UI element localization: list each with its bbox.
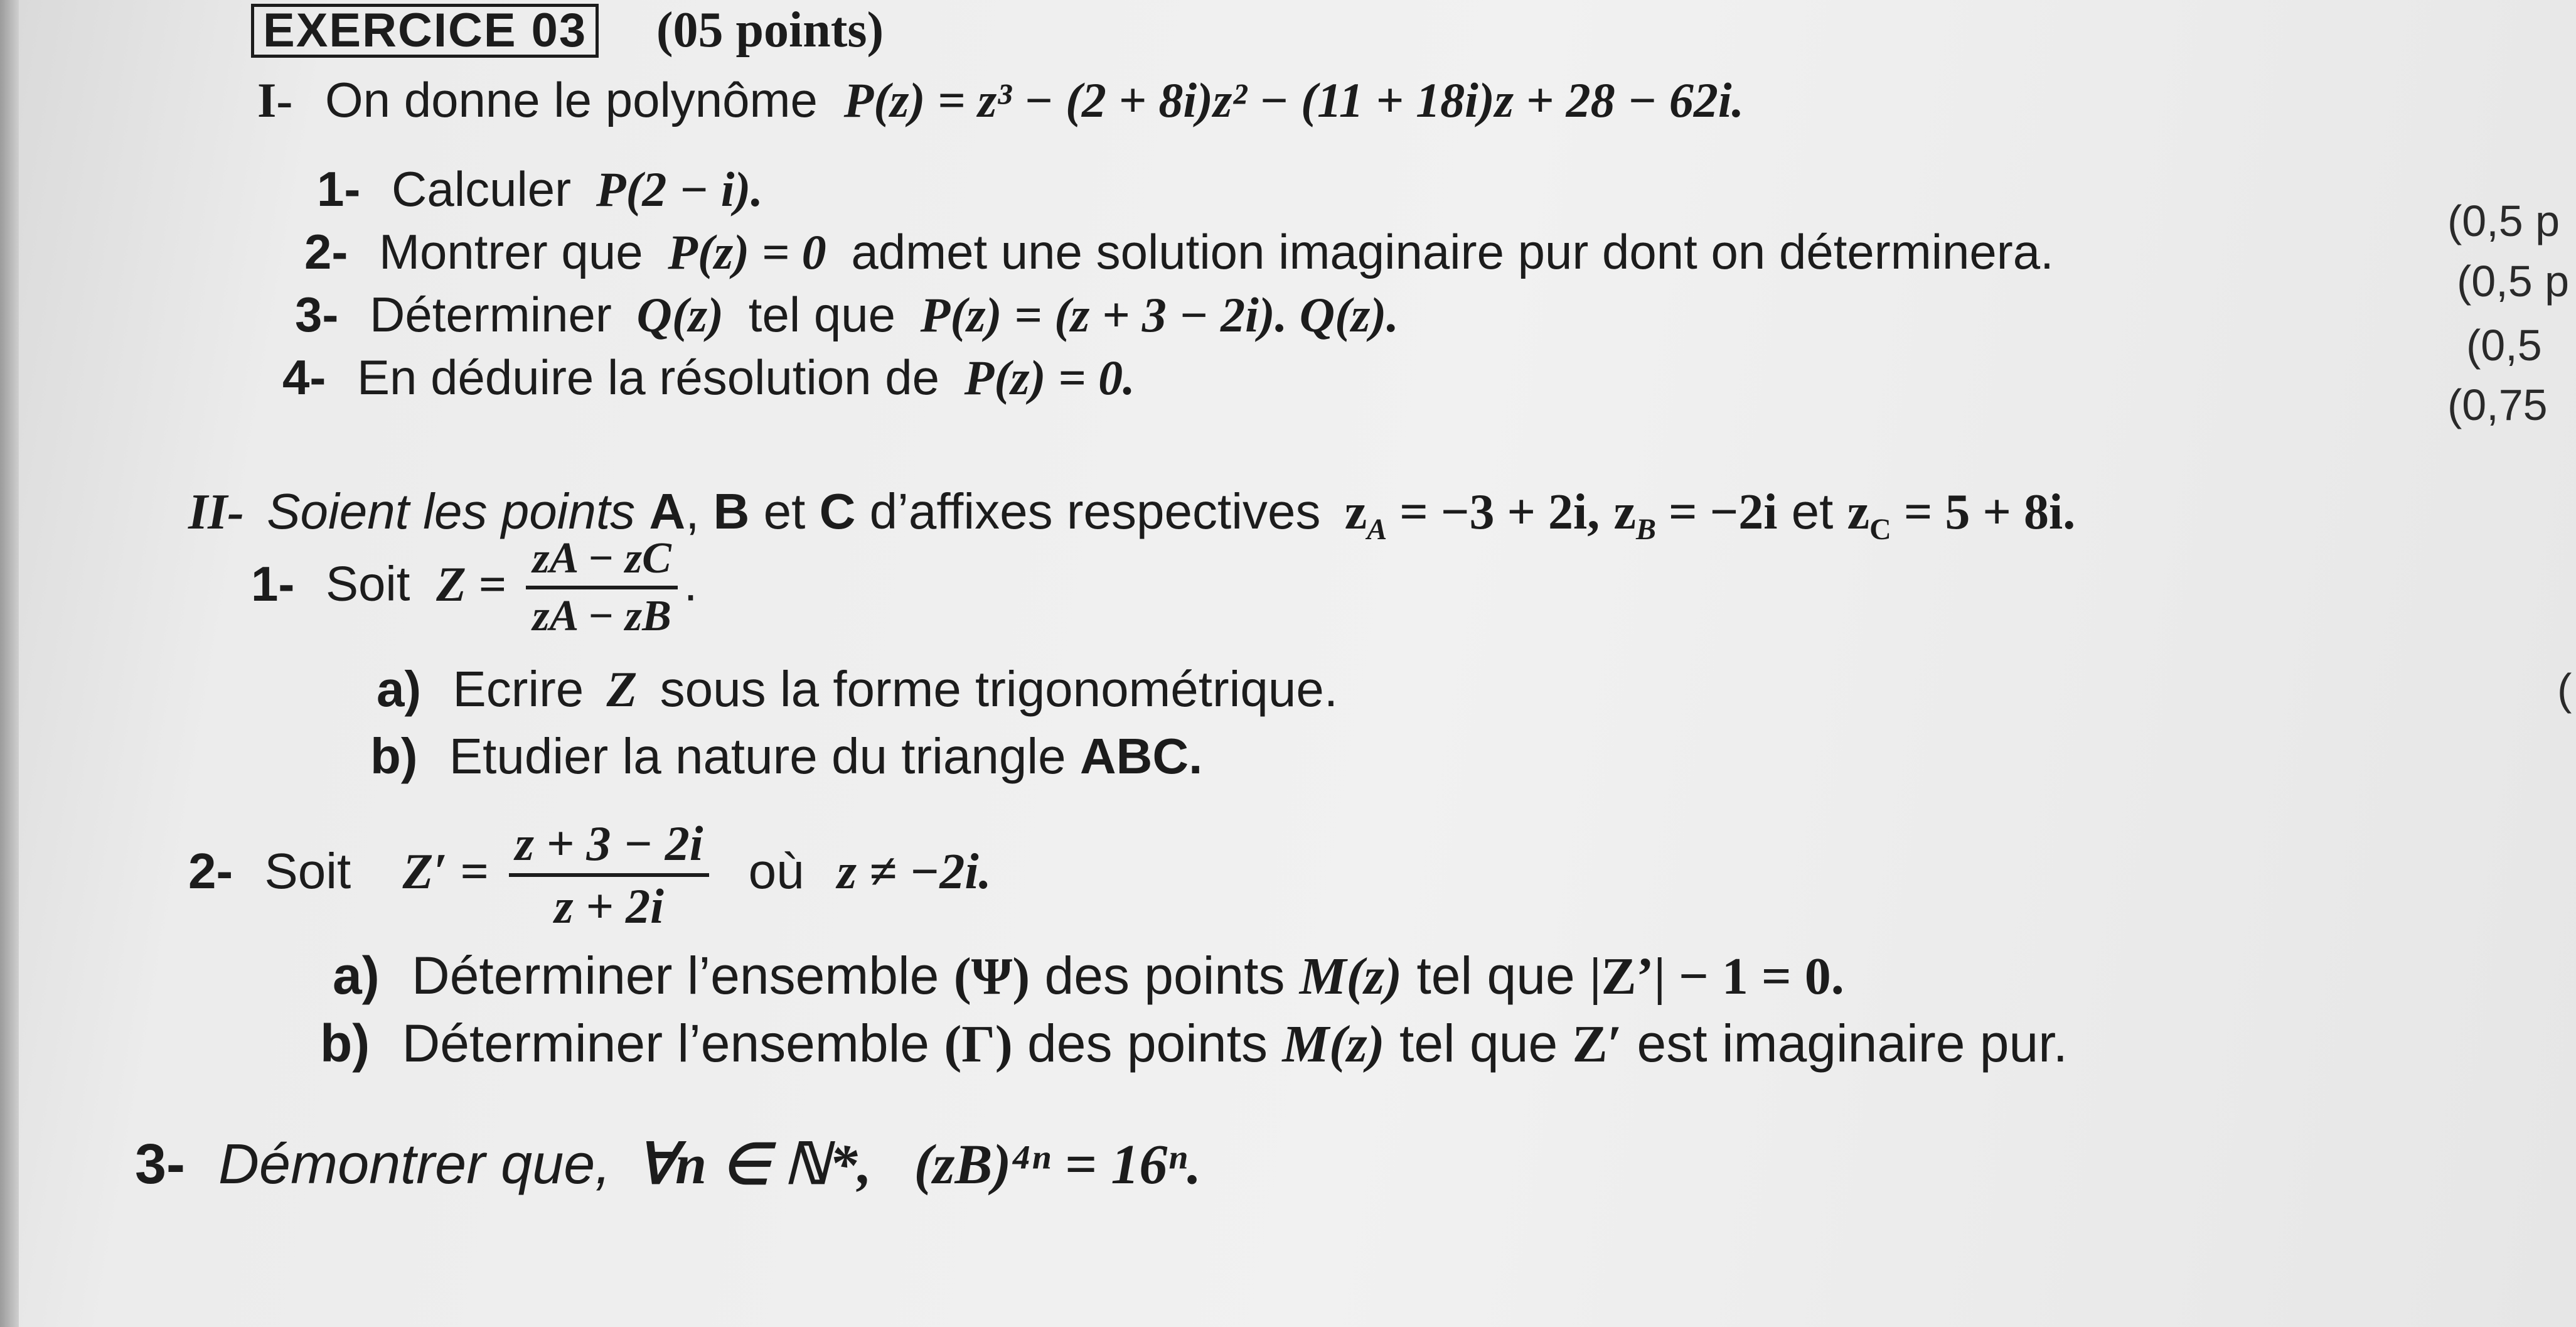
- q3-math-a: Q(z): [636, 287, 724, 342]
- part2-q1b: [370, 728, 1203, 784]
- fraction-zprime: [509, 816, 710, 933]
- q2b-text-d: est imaginaire pur.: [1637, 1014, 2068, 1073]
- point-c: C: [819, 483, 856, 539]
- q3-text-b: tel que: [748, 287, 895, 342]
- q1-math: P(2 − i).: [596, 162, 763, 217]
- points-q3: (0,5: [2466, 321, 2542, 370]
- points-q1: (0,5 p: [2447, 196, 2560, 245]
- q2b-text-b: des points: [1027, 1014, 1268, 1073]
- q2b-condition: Z′: [1572, 1015, 1623, 1073]
- point-a: A: [649, 483, 686, 539]
- fraction-zprime-numerator: z + 3 − 2i: [509, 819, 710, 877]
- q1-number: 1-: [317, 161, 361, 217]
- p2-q3-text: Démontrer que,: [218, 1133, 611, 1196]
- p2-q2-text-b: où: [748, 843, 804, 900]
- part2-q2b: [320, 1014, 2068, 1073]
- part2-q2a: [333, 946, 1844, 1006]
- q2b-label: b): [320, 1014, 370, 1073]
- q2a-text-b: des points: [1044, 946, 1285, 1005]
- p2-q2-condition: z ≠ −2i.: [836, 844, 991, 900]
- q3-number: 3-: [295, 287, 339, 342]
- points-q4: (0,75: [2447, 380, 2548, 429]
- part2-intro-text-a: Soient les points: [267, 483, 636, 539]
- fraction-zprime-denominator: z + 2i: [554, 879, 664, 933]
- set-gamma: (Γ): [944, 1015, 1013, 1073]
- q1b-dot: .: [1189, 728, 1203, 784]
- q1a-text-a: Ecrire: [452, 661, 584, 717]
- part1-q2: [304, 224, 2054, 279]
- affix-za-value: = −3 + 2i,: [1399, 485, 1600, 540]
- exercise-label: EXERCICE 03: [251, 4, 599, 58]
- q4-number: 4-: [282, 350, 326, 405]
- q2-math: P(z) = 0: [668, 225, 826, 279]
- part2-q1: [251, 534, 698, 640]
- affix-zc: z: [1847, 485, 1870, 540]
- points-q2: (0,5 p: [2457, 257, 2569, 306]
- exercise-header: [251, 4, 884, 58]
- part2-q2: [188, 816, 991, 933]
- affix-zb-value: = −2i: [1669, 485, 1778, 540]
- affix-zb: z: [1613, 485, 1637, 540]
- q2b-math: M(z): [1282, 1015, 1385, 1073]
- affix-zc-sub: C: [1869, 513, 1891, 546]
- affix-za: z: [1344, 485, 1367, 540]
- q1a-math: Z: [606, 662, 638, 717]
- paper-shadow-edge: [0, 0, 19, 1327]
- conj-et: et: [763, 483, 806, 539]
- p2-q2-number: 2-: [188, 843, 233, 900]
- separator: ,: [685, 483, 700, 539]
- p2-q3-number: 3-: [135, 1133, 186, 1196]
- p2-q3-math: ∀n ∈ ℕ*, (zB)⁴ⁿ = 16ⁿ.: [636, 1134, 1202, 1196]
- p2-q1-lhs: Z =: [436, 556, 506, 611]
- q2-text-b: admet une solution imaginaire pur dont on déterminera.: [851, 224, 2054, 279]
- q2a-condition: |Z’| − 1 = 0.: [1590, 947, 1844, 1006]
- fraction-z-numerator: zA − zC: [526, 537, 677, 589]
- p2-q1-dot: .: [683, 556, 698, 611]
- set-psi: (Ψ): [953, 947, 1030, 1006]
- q3-math-b: P(z) = (z + 3 − 2i). Q(z).: [920, 287, 1399, 342]
- p2-q2-text: Soit: [264, 843, 351, 900]
- part2-q1a: [377, 661, 1339, 717]
- part1-label: I-: [257, 73, 293, 127]
- q1a-text-b: sous la forme trigonométrique.: [660, 661, 1339, 717]
- points-q1a: (: [2557, 665, 2572, 714]
- part1-intro: [257, 72, 1745, 127]
- q2a-math: M(z): [1299, 947, 1403, 1006]
- p2-q1-number: 1-: [251, 556, 295, 611]
- part1-q4: [282, 350, 1135, 405]
- q2a-text-a: Déterminer l’ensemble: [412, 946, 939, 1005]
- q2-text-a: Montrer que: [379, 224, 643, 279]
- part2-q3: [135, 1133, 1202, 1196]
- q2b-text-c: tel que: [1399, 1014, 1558, 1073]
- q1b-text: Etudier la nature du triangle: [449, 728, 1066, 784]
- affix-zb-sub: B: [1636, 513, 1657, 546]
- part2-intro-text-b: d’affixes respectives: [869, 483, 1321, 539]
- q3-text-a: Déterminer: [370, 287, 612, 342]
- part1-q3: [295, 287, 1399, 342]
- q1a-label: a): [377, 661, 422, 717]
- fraction-z: [526, 534, 677, 640]
- p2-q1-text: Soit: [326, 556, 410, 611]
- point-b: B: [713, 483, 750, 539]
- p2-q2-lhs: Z′ =: [402, 844, 489, 900]
- conj-et-2: et: [1791, 483, 1834, 539]
- polynomial-expression: P(z) = z³ − (2 + 8i)z² − (11 + 18i)z + 28 − 62i.: [843, 73, 1745, 127]
- q2b-text-a: Déterminer l’ensemble: [402, 1014, 929, 1073]
- part1-intro-text: On donne le polynôme: [325, 72, 818, 127]
- q1-text: Calculer: [392, 161, 572, 217]
- part2-label: II-: [188, 485, 244, 540]
- q1b-label: b): [370, 728, 418, 784]
- fraction-z-denominator: zA − zB: [532, 592, 671, 640]
- q2-number: 2-: [304, 224, 348, 279]
- affix-za-sub: A: [1367, 513, 1387, 546]
- part1-q1: [317, 161, 763, 217]
- triangle-abc: ABC: [1079, 728, 1189, 784]
- affix-zc-value: = 5 + 8i.: [1903, 485, 2076, 540]
- q4-math: P(z) = 0.: [964, 350, 1135, 405]
- exercise-points: (05 points): [656, 3, 884, 58]
- q2a-text-c: tel que: [1416, 946, 1575, 1005]
- q2a-label: a): [333, 946, 380, 1005]
- q4-text: En déduire la résolution de: [357, 350, 939, 405]
